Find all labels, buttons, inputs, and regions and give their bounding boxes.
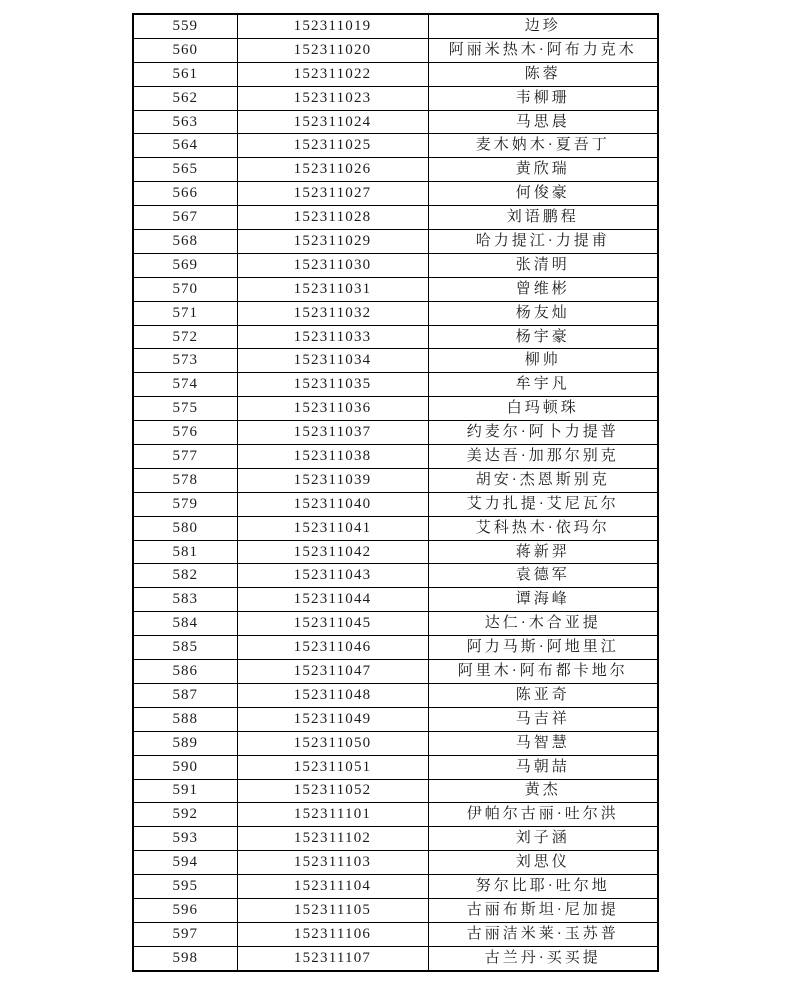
candidate-id-cell: 152311033 — [237, 325, 428, 349]
seq-cell: 563 — [133, 110, 237, 134]
table-row — [133, 588, 658, 612]
seq-cell: 571 — [133, 301, 237, 325]
table-row — [133, 755, 658, 779]
seq-cell: 596 — [133, 898, 237, 922]
name-cell: 柳帅 — [428, 349, 658, 373]
seq-cell: 598 — [133, 946, 237, 970]
table-row — [133, 731, 658, 755]
seq-cell: 573 — [133, 349, 237, 373]
table-row — [133, 182, 658, 206]
table-row — [133, 277, 658, 301]
name-cell: 韦柳珊 — [428, 86, 658, 110]
candidate-id-cell: 152311046 — [237, 636, 428, 660]
candidate-id-cell: 152311104 — [237, 875, 428, 899]
candidate-id-cell: 152311038 — [237, 445, 428, 469]
seq-cell: 567 — [133, 206, 237, 230]
name-cell: 古丽布斯坦·尼加提 — [428, 898, 658, 922]
seq-cell: 592 — [133, 803, 237, 827]
name-cell: 麦木妠木·夏吾丁 — [428, 134, 658, 158]
table-row — [133, 612, 658, 636]
candidate-id-cell: 152311026 — [237, 158, 428, 182]
candidate-id-cell: 152311023 — [237, 86, 428, 110]
candidate-id-cell: 152311022 — [237, 62, 428, 86]
seq-cell: 583 — [133, 588, 237, 612]
table-row — [133, 803, 658, 827]
name-cell: 马智慧 — [428, 731, 658, 755]
table-row — [133, 660, 658, 684]
name-cell: 努尔比耶·吐尔地 — [428, 875, 658, 899]
candidate-id-cell: 152311106 — [237, 922, 428, 946]
table-row — [133, 468, 658, 492]
name-cell: 胡安·杰恩斯别克 — [428, 468, 658, 492]
table-row — [133, 38, 658, 62]
name-cell: 达仁·木合亚提 — [428, 612, 658, 636]
candidate-id-cell: 152311103 — [237, 851, 428, 875]
seq-cell: 593 — [133, 827, 237, 851]
name-cell: 艾力扎提·艾尼瓦尔 — [428, 492, 658, 516]
seq-cell: 580 — [133, 516, 237, 540]
seq-cell: 581 — [133, 540, 237, 564]
name-cell: 哈力提江·力提甫 — [428, 230, 658, 254]
name-cell: 陈蓉 — [428, 62, 658, 86]
table-row — [133, 564, 658, 588]
name-cell: 刘语鹏程 — [428, 206, 658, 230]
table-row — [133, 707, 658, 731]
table-row — [133, 898, 658, 922]
seq-cell: 597 — [133, 922, 237, 946]
name-cell: 艾科热木·依玛尔 — [428, 516, 658, 540]
seq-cell: 565 — [133, 158, 237, 182]
candidate-id-cell: 152311025 — [237, 134, 428, 158]
candidate-id-cell: 152311031 — [237, 277, 428, 301]
table-row — [133, 86, 658, 110]
name-cell: 张清明 — [428, 253, 658, 277]
table-row — [133, 134, 658, 158]
candidate-id-cell: 152311030 — [237, 253, 428, 277]
candidate-id-cell: 152311020 — [237, 38, 428, 62]
candidate-id-cell: 152311045 — [237, 612, 428, 636]
table-row — [133, 851, 658, 875]
table-row — [133, 946, 658, 970]
seq-cell: 575 — [133, 397, 237, 421]
name-cell: 陈亚奇 — [428, 683, 658, 707]
candidate-id-cell: 152311042 — [237, 540, 428, 564]
seq-cell: 574 — [133, 373, 237, 397]
table-row — [133, 230, 658, 254]
seq-cell: 566 — [133, 182, 237, 206]
table-row — [133, 636, 658, 660]
candidate-id-cell: 152311039 — [237, 468, 428, 492]
candidate-id-cell: 152311035 — [237, 373, 428, 397]
seq-cell: 582 — [133, 564, 237, 588]
table-row — [133, 779, 658, 803]
name-cell: 边珍 — [428, 14, 658, 38]
seq-cell: 595 — [133, 875, 237, 899]
table-row — [133, 421, 658, 445]
candidate-id-cell: 152311047 — [237, 660, 428, 684]
candidate-id-cell: 152311029 — [237, 230, 428, 254]
seq-cell: 591 — [133, 779, 237, 803]
table-row — [133, 158, 658, 182]
table-row — [133, 540, 658, 564]
name-cell: 黄杰 — [428, 779, 658, 803]
name-cell: 马思晨 — [428, 110, 658, 134]
table-row — [133, 14, 658, 38]
seq-cell: 564 — [133, 134, 237, 158]
seq-cell: 572 — [133, 325, 237, 349]
document-page — [132, 13, 659, 972]
name-cell: 杨宇豪 — [428, 325, 658, 349]
candidate-id-cell: 152311048 — [237, 683, 428, 707]
name-cell: 马朝喆 — [428, 755, 658, 779]
seq-cell: 561 — [133, 62, 237, 86]
seq-cell: 562 — [133, 86, 237, 110]
candidate-id-cell: 152311036 — [237, 397, 428, 421]
table-row — [133, 875, 658, 899]
seq-cell: 559 — [133, 14, 237, 38]
table-row — [133, 683, 658, 707]
seq-cell: 594 — [133, 851, 237, 875]
seq-cell: 577 — [133, 445, 237, 469]
table-row — [133, 206, 658, 230]
table-row — [133, 922, 658, 946]
table-row — [133, 349, 658, 373]
candidate-id-cell: 152311037 — [237, 421, 428, 445]
candidate-id-cell: 152311107 — [237, 946, 428, 970]
seq-cell: 589 — [133, 731, 237, 755]
candidate-id-cell: 152311043 — [237, 564, 428, 588]
seq-cell: 584 — [133, 612, 237, 636]
seq-cell: 560 — [133, 38, 237, 62]
seq-cell: 585 — [133, 636, 237, 660]
candidate-id-cell: 152311041 — [237, 516, 428, 540]
table-row — [133, 516, 658, 540]
table-row — [133, 301, 658, 325]
table-row — [133, 827, 658, 851]
candidate-id-cell: 152311027 — [237, 182, 428, 206]
candidate-id-cell: 152311034 — [237, 349, 428, 373]
name-cell: 蒋新羿 — [428, 540, 658, 564]
candidate-id-cell: 152311019 — [237, 14, 428, 38]
student-roster-body — [133, 14, 658, 971]
name-cell: 杨友灿 — [428, 301, 658, 325]
name-cell: 刘思仪 — [428, 851, 658, 875]
seq-cell: 587 — [133, 683, 237, 707]
name-cell: 阿丽米热木·阿布力克木 — [428, 38, 658, 62]
name-cell: 黄欣瑞 — [428, 158, 658, 182]
name-cell: 谭海峰 — [428, 588, 658, 612]
name-cell: 何俊豪 — [428, 182, 658, 206]
name-cell: 美达吾·加那尔别克 — [428, 445, 658, 469]
student-roster-table — [132, 13, 659, 972]
name-cell: 古兰丹·买买提 — [428, 946, 658, 970]
candidate-id-cell: 152311105 — [237, 898, 428, 922]
candidate-id-cell: 152311044 — [237, 588, 428, 612]
name-cell: 白玛顿珠 — [428, 397, 658, 421]
seq-cell: 586 — [133, 660, 237, 684]
candidate-id-cell: 152311051 — [237, 755, 428, 779]
candidate-id-cell: 152311040 — [237, 492, 428, 516]
candidate-id-cell: 152311024 — [237, 110, 428, 134]
table-row — [133, 445, 658, 469]
seq-cell: 590 — [133, 755, 237, 779]
name-cell: 约麦尔·阿卜力提普 — [428, 421, 658, 445]
seq-cell: 578 — [133, 468, 237, 492]
table-row — [133, 373, 658, 397]
candidate-id-cell: 152311028 — [237, 206, 428, 230]
name-cell: 袁德军 — [428, 564, 658, 588]
name-cell: 古丽洁米莱·玉苏普 — [428, 922, 658, 946]
name-cell: 牟宇凡 — [428, 373, 658, 397]
candidate-id-cell: 152311049 — [237, 707, 428, 731]
name-cell: 曾维彬 — [428, 277, 658, 301]
name-cell: 刘子涵 — [428, 827, 658, 851]
candidate-id-cell: 152311052 — [237, 779, 428, 803]
candidate-id-cell: 152311102 — [237, 827, 428, 851]
name-cell: 伊帕尔古丽·吐尔洪 — [428, 803, 658, 827]
seq-cell: 588 — [133, 707, 237, 731]
table-row — [133, 397, 658, 421]
table-row — [133, 492, 658, 516]
table-row — [133, 253, 658, 277]
name-cell: 阿力马斯·阿地里江 — [428, 636, 658, 660]
table-row — [133, 62, 658, 86]
seq-cell: 570 — [133, 277, 237, 301]
table-row — [133, 325, 658, 349]
candidate-id-cell: 152311032 — [237, 301, 428, 325]
seq-cell: 569 — [133, 253, 237, 277]
seq-cell: 568 — [133, 230, 237, 254]
table-row — [133, 110, 658, 134]
name-cell: 马吉祥 — [428, 707, 658, 731]
candidate-id-cell: 152311101 — [237, 803, 428, 827]
candidate-id-cell: 152311050 — [237, 731, 428, 755]
seq-cell: 576 — [133, 421, 237, 445]
name-cell: 阿里木·阿布都卡地尔 — [428, 660, 658, 684]
seq-cell: 579 — [133, 492, 237, 516]
